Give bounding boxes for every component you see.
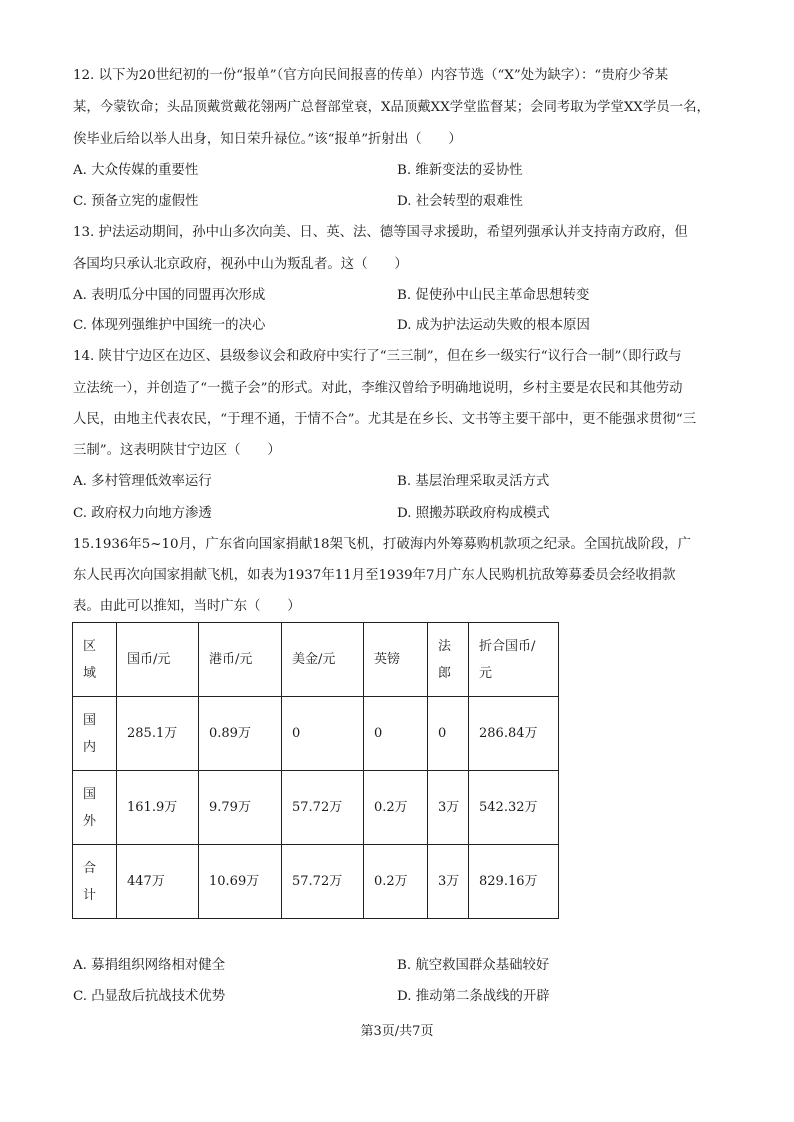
- table-cell: 57.72万: [282, 771, 364, 845]
- question-12-option-c[interactable]: C. 预备立宪的虚假性: [73, 194, 199, 209]
- question-13-option-b[interactable]: B. 促使孙中山民主革命思想转变: [397, 288, 590, 303]
- table-cell: 286.84万: [469, 697, 559, 771]
- table-row: [73, 771, 559, 845]
- table-cell: 0.89万: [199, 697, 282, 771]
- table-cell: 829.16万: [469, 845, 559, 919]
- question-14-line-2: 立法统一），并创造了“一揽子会”的形式。对此，李维汉曾给予明确地说明，乡村主要是农民和其他劳动: [73, 381, 683, 396]
- question-13-line-2: 各国均只承认北京政府，视孙中山为叛乱者。这（ ）: [73, 257, 408, 272]
- question-14-option-b[interactable]: B. 基层治理采取灵活方式: [397, 474, 550, 489]
- question-13-option-a[interactable]: A. 表明瓜分中国的同盟再次形成: [73, 288, 266, 303]
- question-15-line-3: 表。由此可以推知，当时广东（ ）: [73, 599, 301, 614]
- table-row: [73, 845, 559, 919]
- question-14-line-3: 人民，由地主代表农民，“于理不通，于情不合”。尤其是在乡长、文书等主要干部中，更不能强求贯彻“三: [73, 412, 697, 427]
- row-region: 国 外: [73, 771, 117, 845]
- table-cell: 3万: [428, 771, 469, 845]
- table-cell: 161.9万: [117, 771, 199, 845]
- table-cell: 0: [282, 697, 364, 771]
- header-franc: 法 郎: [428, 623, 469, 697]
- question-15-line-2: 东人民再次向国家捐献飞机，如表为1937年11月至1939年7月广东人民购机抗敌筹募委员会经收捐款: [73, 568, 676, 583]
- question-15-option-b[interactable]: B. 航空救国群众基础较好: [397, 958, 550, 973]
- table-cell: 10.69万: [199, 845, 282, 919]
- question-14-option-c[interactable]: C. 政府权力向地方渗透: [73, 506, 212, 521]
- question-12-option-a[interactable]: A. 大众传媒的重要性: [73, 163, 199, 178]
- question-12-option-d[interactable]: D. 社会转型的艰难性: [397, 194, 523, 209]
- question-12-line-2: 某，今蒙钦命；头品顶戴赏戴花翎两广总督部堂衰，X品顶戴XX学堂监督某；会同考取为学堂XX学员一名，: [73, 100, 710, 115]
- page-footer: 第3页/共7页: [360, 1024, 434, 1039]
- header-gbp: 英镑: [364, 623, 428, 697]
- question-12-line-3: 俟毕业后给以举人出身，知日荣升禄位。”该“报单”折射出（ ）: [73, 132, 462, 147]
- table-cell: 9.79万: [199, 771, 282, 845]
- row-region: 合 计: [73, 845, 117, 919]
- header-hkd: 港币/元: [199, 623, 282, 697]
- header-guobi: 国币/元: [117, 623, 199, 697]
- question-15-option-a[interactable]: A. 募捐组织网络相对健全: [73, 958, 226, 973]
- table-header-row: [73, 623, 559, 697]
- question-12-option-b[interactable]: B. 维新变法的妥协性: [397, 163, 523, 178]
- table-cell: 447万: [117, 845, 199, 919]
- table-cell: 0.2万: [364, 771, 428, 845]
- question-14-option-d[interactable]: D. 照搬苏联政府构成模式: [397, 506, 550, 521]
- table-cell: 285.1万: [117, 697, 199, 771]
- question-14-line-1: 14. 陕甘宁边区在边区、县级参议会和政府中实行了“三三制”，但在乡一级实行“议行合一制”（即行政与: [73, 349, 682, 364]
- question-14-line-4: 三制”。这表明陕甘宁边区（ ）: [73, 443, 281, 458]
- donation-table: [72, 622, 559, 919]
- question-13-line-1: 13. 护法运动期间，孙中山多次向美、日、英、法、德等国寻求援助，希望列强承认并支持南方政府，但: [73, 225, 688, 240]
- question-12-line-1: 12. 以下为20世纪初的一份“报单”（官方向民间报喜的传单）内容节选（“X”处为缺字）：“贵府少爷某: [73, 68, 669, 83]
- question-14-option-a[interactable]: A. 多村管理低效率运行: [73, 474, 212, 489]
- table-cell: 3万: [428, 845, 469, 919]
- question-15-line-1: 15.1936年5~10月，广东省向国家捐献18架飞机，打破海内外筹募购机款项之纪录。全国抗战阶段，广: [73, 537, 692, 552]
- row-region: 国 内: [73, 697, 117, 771]
- header-region: 区 域: [73, 623, 117, 697]
- question-13-option-c[interactable]: C. 体现列强维护中国统一的决心: [73, 318, 266, 333]
- table-cell: 0: [364, 697, 428, 771]
- header-usd: 美金/元: [282, 623, 364, 697]
- table-cell: 542.32万: [469, 771, 559, 845]
- table-cell: 0: [428, 697, 469, 771]
- header-total-guobi: 折合国币/ 元: [469, 623, 559, 697]
- question-15-option-c[interactable]: C. 凸显敌后抗战技术优势: [73, 989, 226, 1004]
- table-cell: 57.72万: [282, 845, 364, 919]
- question-13-option-d[interactable]: D. 成为护法运动失败的根本原因: [397, 318, 590, 333]
- table-row: [73, 697, 559, 771]
- question-15-option-d[interactable]: D. 推动第二条战线的开辟: [397, 989, 550, 1004]
- table-cell: 0.2万: [364, 845, 428, 919]
